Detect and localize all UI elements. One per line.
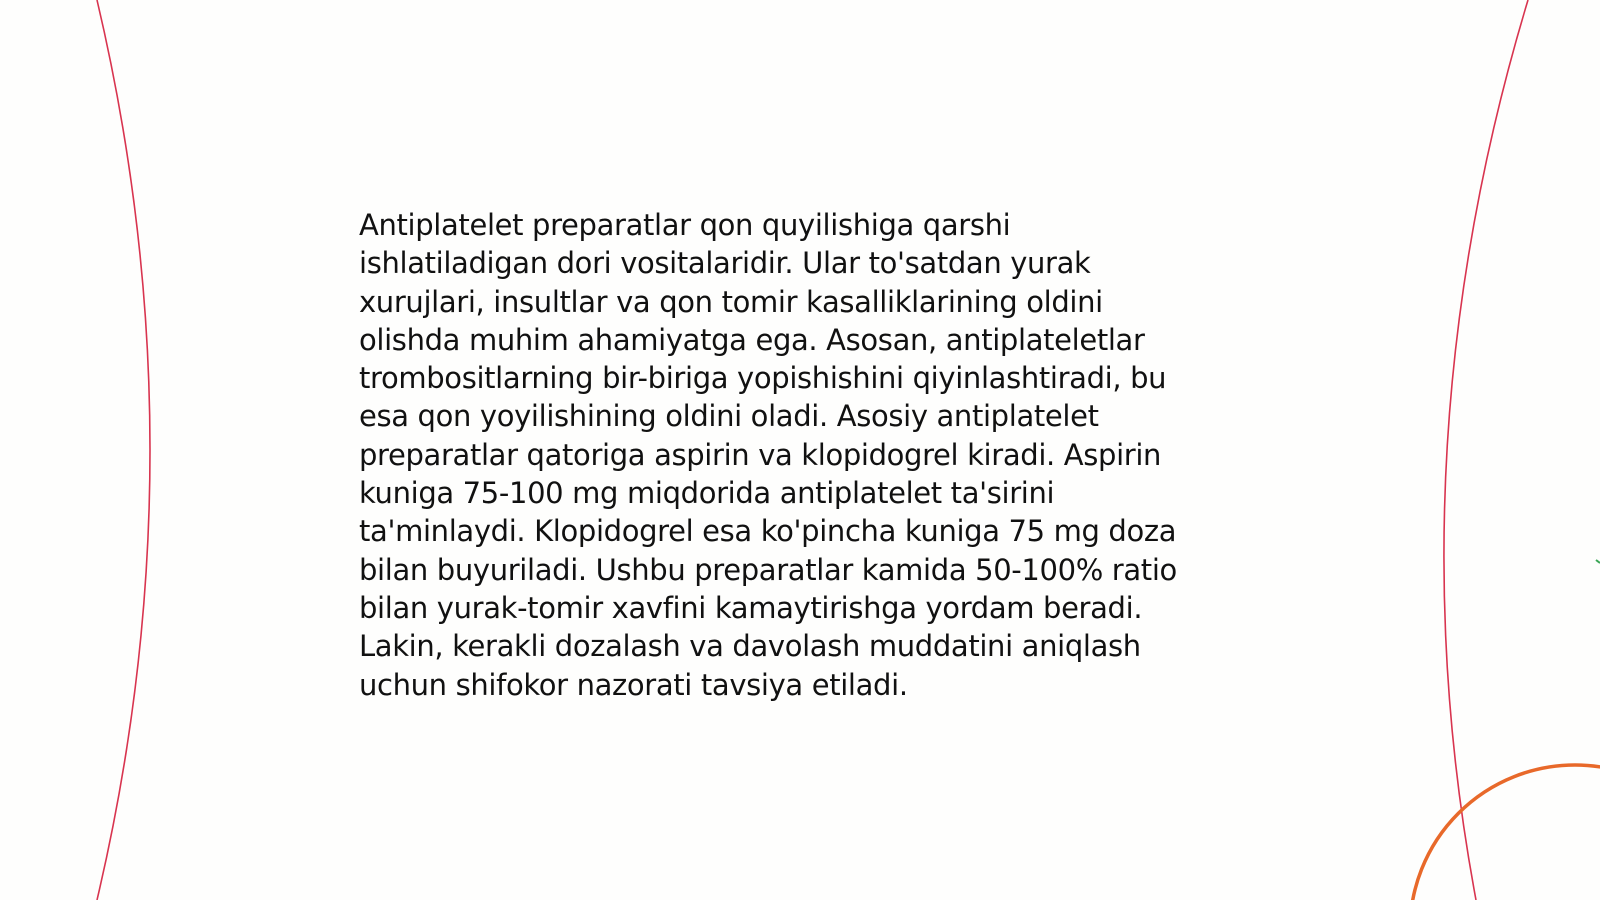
right-arc-line — [1444, 0, 1528, 900]
body-text: Antiplatelet preparatlar qon quyilishiga qarshi ishlatiladigan dori vositalaridir. Ular to'satdan yurak xurujlari, insultlar va qon tomir kasalliklarining oldini olishda muhim ahamiyatga ega. Asosan, antiplateletlar trombositlarning bir-biriga yopishishini qiyinlashtiradi, bu esa qon yoyilishining oldini oladi. Asosiy antiplatelet preparatlar qatoriga aspirin va klopidogrel kiradi. Aspirin kuniga 75-100 mg miqdorida antiplatelet ta'sirini ta'minlaydi. Klopidogrel esa ko'pincha kuniga 75 mg doza bilan buyuriladi. Ushbu preparatlar kamida 50-100% ratio bilan yurak-tomir xavfini kamaytirishga yordam beradi. Lakin, kerakli dozalash va davolash muddatini aniqlash uchun shifokor nazorati tavsiya etiladi. — [359, 208, 1177, 702]
green-mark — [1596, 560, 1600, 563]
orange-ring — [1410, 765, 1600, 900]
left-arc-line — [97, 0, 150, 900]
